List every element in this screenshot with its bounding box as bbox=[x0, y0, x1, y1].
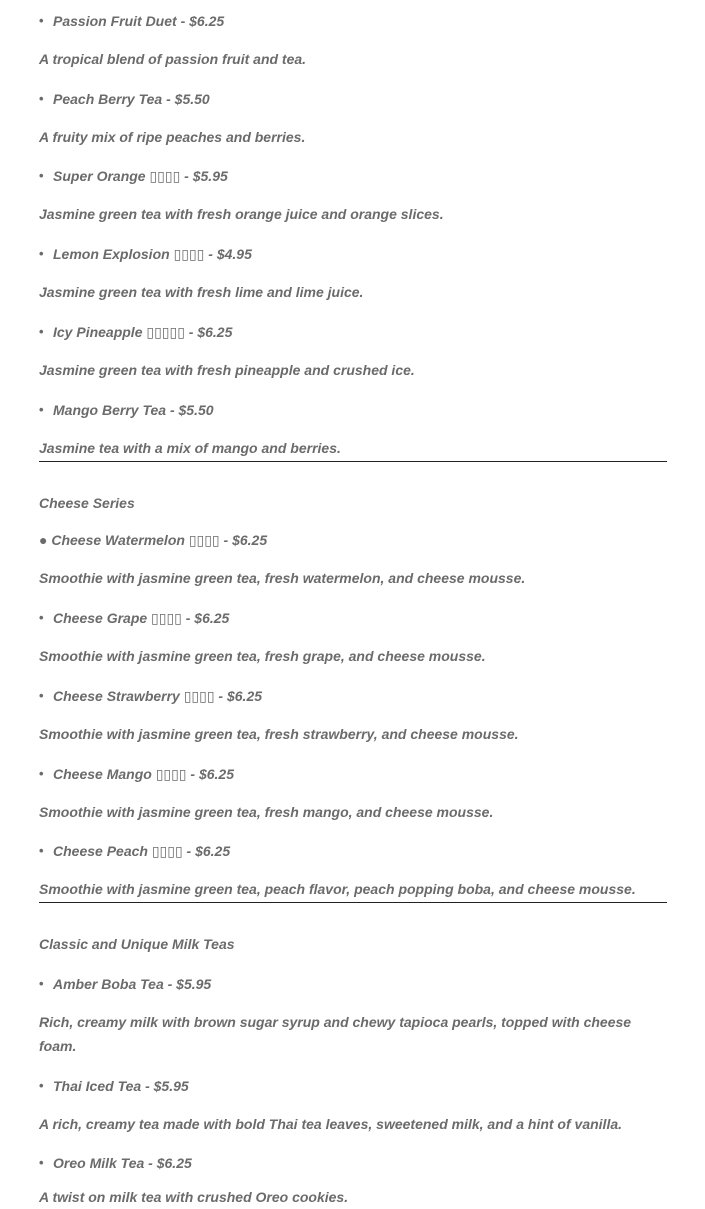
menu-item-title: Amber Boba Tea - $5.95 bbox=[53, 976, 212, 992]
bullet-icon: • bbox=[39, 1155, 44, 1170]
bullet-icon: • bbox=[39, 843, 44, 858]
bullet-icon: • bbox=[39, 402, 44, 417]
menu-item-description: A fruity mix of ripe peaches and berries. bbox=[39, 129, 306, 145]
menu-item-title: Cheese Strawberry ▯▯▯▯ - $6.25 bbox=[53, 688, 263, 704]
menu-item bbox=[39, 242, 665, 266]
menu-item-title: Oreo Milk Tea - $6.25 bbox=[53, 1155, 192, 1171]
bullet-icon: • bbox=[39, 246, 44, 261]
menu-item bbox=[39, 398, 665, 422]
menu-item-title: Cheese Grape ▯▯▯▯ - $6.25 bbox=[53, 610, 230, 626]
menu-item bbox=[39, 684, 665, 708]
menu-item-description: A twist on milk tea with crushed Oreo cookies. bbox=[39, 1189, 349, 1205]
menu-item-title: Super Orange ▯▯▯▯ - $5.95 bbox=[53, 168, 228, 184]
menu-item bbox=[39, 839, 665, 863]
menu-item-description: A tropical blend of passion fruit and tea. bbox=[39, 51, 307, 67]
menu-item bbox=[39, 9, 665, 33]
menu-item-title: Lemon Explosion ▯▯▯▯ - $4.95 bbox=[53, 246, 252, 262]
menu-item-description: Jasmine green tea with fresh lime and lime juice. bbox=[39, 284, 364, 300]
menu-item-description: Jasmine green tea with fresh orange juice and orange slices. bbox=[39, 206, 444, 222]
bullet-icon: • bbox=[39, 168, 44, 183]
menu-item bbox=[39, 972, 665, 996]
menu-item-title: Thai Iced Tea - $5.95 bbox=[53, 1078, 189, 1094]
section-divider bbox=[39, 902, 667, 903]
menu-item-description: Jasmine tea with a mix of mango and berries. bbox=[39, 440, 341, 456]
menu-item bbox=[39, 1074, 665, 1098]
bullet-icon: • bbox=[39, 976, 44, 991]
menu-item bbox=[39, 320, 665, 344]
menu-item-title: Passion Fruit Duet - $6.25 bbox=[53, 13, 225, 29]
menu-item-title: Peach Berry Tea - $5.50 bbox=[53, 91, 210, 107]
menu-item-title: Icy Pineapple ▯▯▯▯▯ - $6.25 bbox=[53, 324, 233, 340]
menu-item-description: Smoothie with jasmine green tea, fresh strawberry, and cheese mousse. bbox=[39, 726, 519, 742]
menu-item bbox=[39, 606, 665, 630]
menu-item-title: Cheese Mango ▯▯▯▯ - $6.25 bbox=[53, 766, 234, 782]
section-heading: Classic and Unique Milk Teas bbox=[39, 936, 235, 952]
menu-item-description: Smoothie with jasmine green tea, peach flavor, peach popping boba, and cheese mousse. bbox=[39, 881, 636, 897]
menu-item-title: Mango Berry Tea - $5.50 bbox=[53, 402, 214, 418]
bullet-icon: • bbox=[39, 13, 44, 28]
menu-item bbox=[39, 762, 665, 786]
bullet-icon: • bbox=[39, 688, 44, 703]
section-divider bbox=[39, 461, 667, 462]
menu-item-title: Cheese Peach ▯▯▯▯ - $6.25 bbox=[53, 843, 231, 859]
bullet-icon: • bbox=[39, 766, 44, 781]
menu-item-description: Smoothie with jasmine green tea, fresh mango, and cheese mousse. bbox=[39, 804, 494, 820]
menu-item-description: Smoothie with jasmine green tea, fresh grape, and cheese mousse. bbox=[39, 648, 486, 664]
bullet-icon: ● bbox=[39, 532, 48, 548]
menu-item bbox=[39, 164, 665, 188]
menu-item bbox=[39, 1151, 665, 1175]
section-heading: Cheese Series bbox=[39, 495, 135, 511]
bullet-icon: • bbox=[39, 91, 44, 106]
menu-item-title: Cheese Watermelon ▯▯▯▯ - $6.25 bbox=[51, 532, 268, 548]
menu-item-description: A rich, creamy tea made with bold Thai tea leaves, sweetened milk, and a hint of vanilla. bbox=[39, 1116, 623, 1132]
bullet-icon: • bbox=[39, 1078, 44, 1093]
menu-item-description: Jasmine green tea with fresh pineapple and crushed ice. bbox=[39, 362, 415, 378]
bullet-icon: • bbox=[39, 324, 44, 339]
menu-item bbox=[39, 528, 665, 552]
menu-item-description: Smoothie with jasmine green tea, fresh watermelon, and cheese mousse. bbox=[39, 570, 526, 586]
menu-item bbox=[39, 87, 665, 111]
bullet-icon: • bbox=[39, 610, 44, 625]
menu-item-description: Rich, creamy milk with brown sugar syrup and chewy tapioca pearls, topped with cheese foam. bbox=[39, 1014, 632, 1054]
